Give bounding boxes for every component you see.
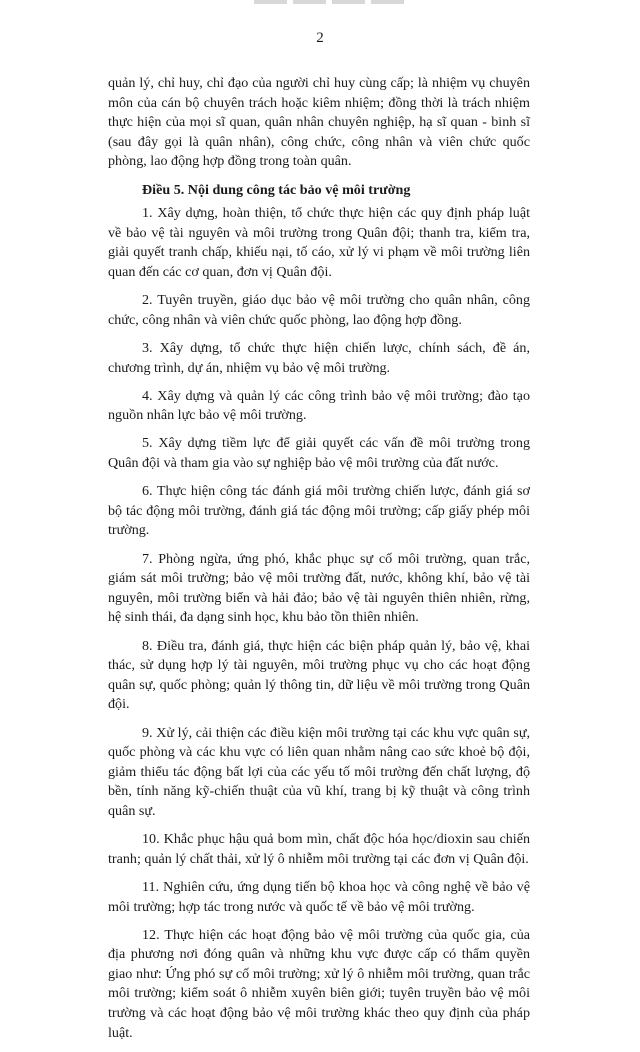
page-number: 2 [316, 30, 324, 46]
scan-artifact [254, 0, 404, 5]
list-item: 2. Tuyên truyền, giáo dục bảo vệ môi trường cho quân nhân, công chức, công nhân và viên chức quốc phòng, lao động hợp đồng. [108, 292, 530, 328]
document-body [108, 74, 530, 1052]
article-heading: Điều 5. Nội dung công tác bảo vệ môi trường [142, 181, 411, 198]
list-item: 8. Điều tra, đánh giá, thực hiện các biện pháp quản lý, bảo vệ, khai thác, sử dụng hợp lý tài nguyên, môi trường phục vụ cho các hoạt động quân sự, quốc phòng; quản lý thông tin, dữ liệu về môi trường trong Quân đội. [108, 637, 530, 713]
list-item: 7. Phòng ngừa, ứng phó, khắc phục sự cố môi trường, quan trắc, giám sát môi trường; bảo vệ môi trường đất, nước, không khí, bảo vệ tài nguyên, môi trường biển và hải đảo; bảo vệ tài nguyên thiên nhiên, rừng, hệ sinh thái, đa dạng sinh học, khu bảo tồn thiên nhiên. [108, 550, 530, 626]
intro-paragraph: quản lý, chỉ huy, chỉ đạo của người chỉ huy cùng cấp; là nhiệm vụ chuyên môn của cán bộ chuyên trách hoặc kiêm nhiệm; đồng thời là trách nhiệm thực hiện của mọi sĩ quan, quân nhân chuyên nghiệp, hạ sĩ quan - binh sĩ (sau đây gọi là quân nhân), công chức, công nhân và viên chức quốc phòng, lao động hợp đồng trong toàn quân. [108, 75, 530, 170]
list-item: 10. Khắc phục hậu quả bom mìn, chất độc hóa học/dioxin sau chiến tranh; quản lý chất thải, xử lý ô nhiễm môi trường tại các đơn vị Quân đội. [108, 831, 530, 867]
list-item: 4. Xây dựng và quản lý các công trình bảo vệ môi trường; đào tạo nguồn nhân lực bảo vệ môi trường. [108, 387, 530, 424]
list-item: 12. Thực hiện các hoạt động bảo vệ môi trường của quốc gia, của địa phương nơi đóng quân và những khu vực được cấp có thẩm quyền giao như: Ứng phó sự cố môi trường; xử lý ô nhiễm môi trường, quan trắc môi trường; kiểm soát ô nhiễm xuyên biên giới; tuyên truyền bảo vệ môi trường và các hoạt động bảo vệ môi trường khác theo quy định của pháp luật. [108, 926, 530, 1041]
list-item: 11. Nghiên cứu, ứng dụng tiến bộ khoa học và công nghệ về bảo vệ môi trường; hợp tác trong nước và quốc tế về bảo vệ môi trường. [108, 878, 530, 915]
list-item: 6. Thực hiện công tác đánh giá môi trường chiến lược, đánh giá sơ bộ tác động môi trường, đánh giá tác động môi trường; cấp giấy phép môi trường. [108, 483, 530, 539]
list-item: 1. Xây dựng, hoàn thiện, tổ chức thực hiện các quy định pháp luật về bảo vệ tài nguyên và môi trường trong Quân đội; thanh tra, kiểm tra, giải quyết tranh chấp, khiếu nại, tố cáo, xử lý vi phạm về môi trường liên quan đến các cơ quan, đơn vị Quân đội. [108, 205, 530, 280]
list-item: 3. Xây dựng, tổ chức thực hiện chiến lược, chính sách, đề án, chương trình, dự án, nhiệm vụ bảo vệ môi trường. [108, 339, 530, 376]
list-item: 5. Xây dựng tiềm lực để giải quyết các vấn đề môi trường trong Quân đội và tham gia vào sự nghiệp bảo vệ môi trường của đất nước. [108, 435, 530, 472]
list-item: 9. Xử lý, cải thiện các điều kiện môi trường tại các khu vực quân sự, quốc phòng và các khu vực có liên quan nhằm nâng cao sức khoẻ bộ đội, giảm thiểu tác động bất lợi của các yếu tố môi trường đến chất lượng, độ bền, tính năng kỹ-chiến thuật của vũ khí, trang bị kỹ thuật và công trình quân sự. [108, 724, 530, 819]
